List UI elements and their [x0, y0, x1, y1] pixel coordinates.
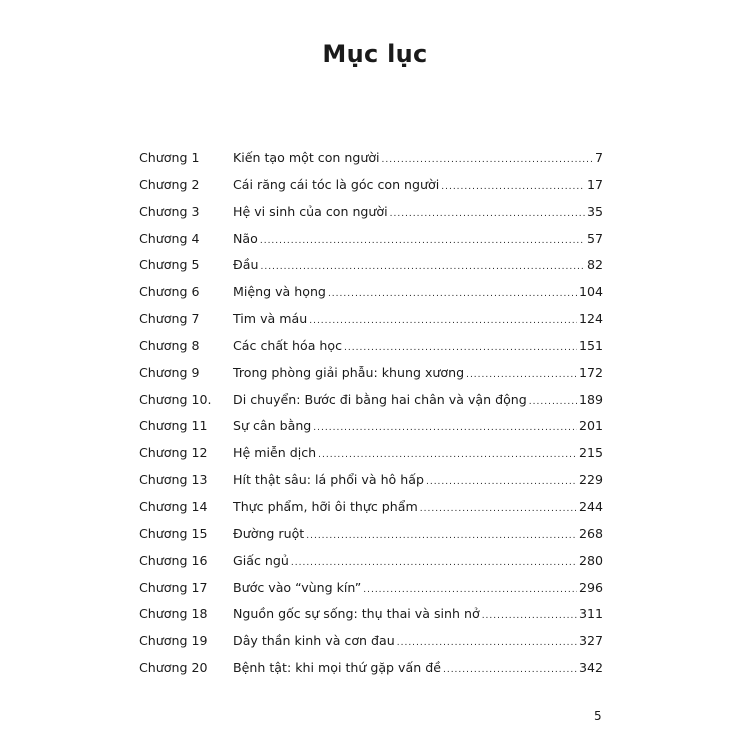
chapter-label: Chương 20 — [139, 660, 208, 676]
chapter-label: Chương 5 — [139, 257, 200, 273]
page-number: 82 — [586, 257, 603, 273]
chapter-title: Các chất hóa học — [233, 337, 343, 353]
chapter-label: Chương 9 — [139, 364, 200, 380]
chapter-label: Chương 19 — [139, 633, 208, 649]
page-title: Mục lục — [322, 40, 428, 68]
page-number: 244 — [578, 498, 603, 514]
toc-entry-12 — [139, 445, 603, 472]
page-number: 17 — [586, 176, 603, 192]
folio-page-number: 5 — [594, 709, 602, 723]
chapter-label: Chương 17 — [139, 579, 208, 595]
dot-leader — [313, 423, 577, 433]
chapter-title: Di chuyển: Bước đi bằng hai chân và vận động — [233, 391, 527, 407]
toc-entry-19 — [139, 633, 603, 660]
dot-leader — [390, 209, 585, 219]
page-number: 327 — [578, 633, 603, 649]
dot-leader — [426, 477, 577, 487]
chapter-label: Chương 2 — [139, 176, 200, 192]
table-of-contents — [139, 150, 603, 687]
chapter-title: Tim và máu — [233, 311, 308, 327]
dot-leader — [328, 289, 577, 299]
page-number: 104 — [578, 284, 603, 300]
toc-entry-5 — [139, 257, 603, 284]
toc-entry-18 — [139, 606, 603, 633]
chapter-title: Miệng và họng — [233, 284, 326, 300]
toc-entry-15 — [139, 526, 603, 553]
dot-leader — [420, 504, 577, 514]
chapter-title: Não — [233, 230, 258, 246]
dot-leader — [443, 665, 577, 675]
dot-leader — [291, 558, 577, 568]
page-number: 201 — [578, 418, 603, 434]
toc-entry-7 — [139, 311, 603, 338]
toc-entry-3 — [139, 204, 603, 231]
dot-leader — [344, 343, 577, 353]
page-number: 172 — [578, 364, 603, 380]
dot-leader — [363, 585, 577, 595]
page-number: 7 — [594, 150, 603, 165]
page-number: 189 — [578, 391, 603, 407]
toc-entry-10 — [139, 392, 603, 419]
dot-leader — [466, 370, 577, 380]
chapter-title: Bước vào “vùng kín” — [233, 579, 362, 595]
page-number: 311 — [578, 606, 603, 622]
chapter-title: Đường ruột — [233, 525, 305, 541]
toc-entry-2 — [139, 177, 603, 204]
toc-entry-8 — [139, 338, 603, 365]
chapter-title: Giấc ngủ — [233, 552, 289, 568]
toc-entry-1 — [139, 150, 603, 177]
chapter-title: Kiến tạo một con người — [233, 150, 380, 165]
chapter-title: Trong phòng giải phẫu: khung xương — [233, 364, 465, 380]
chapter-label: Chương 1 — [139, 150, 200, 165]
chapter-label: Chương 4 — [139, 230, 200, 246]
chapter-title: Bệnh tật: khi mọi thứ gặp vấn đề — [233, 660, 441, 676]
dot-leader — [318, 450, 577, 460]
toc-entry-13 — [139, 472, 603, 499]
chapter-label: Chương 12 — [139, 445, 208, 461]
dot-leader — [441, 182, 585, 192]
page-number: 215 — [578, 445, 603, 461]
chapter-title: Hệ miễn dịch — [233, 445, 317, 461]
dot-leader — [306, 531, 577, 541]
page-number: 124 — [578, 311, 603, 327]
page-number: 296 — [578, 579, 603, 595]
toc-entry-6 — [139, 284, 603, 311]
dot-leader — [397, 638, 577, 648]
chapter-title: Dây thần kinh và cơn đau — [233, 633, 395, 649]
chapter-label: Chương 10. — [139, 391, 212, 407]
chapter-title: Nguồn gốc sự sống: thụ thai và sinh nở — [233, 606, 480, 622]
chapter-label: Chương 3 — [139, 203, 200, 219]
chapter-label: Chương 15 — [139, 525, 208, 541]
page-number: 229 — [578, 472, 603, 488]
page-number: 57 — [586, 230, 603, 246]
toc-entry-14 — [139, 499, 603, 526]
chapter-label: Chương 6 — [139, 284, 200, 300]
dot-leader — [260, 236, 585, 246]
chapter-label: Chương 18 — [139, 606, 208, 622]
chapter-label: Chương 8 — [139, 337, 200, 353]
chapter-label: Chương 11 — [139, 418, 208, 434]
chapter-title: Thực phẩm, hỡi ôi thực phẩm — [233, 498, 418, 514]
chapter-title: Sự cân bằng — [233, 418, 312, 434]
page-number: 268 — [578, 525, 603, 541]
chapter-title: Hít thật sâu: lá phổi và hô hấp — [233, 472, 424, 488]
toc-entry-11 — [139, 418, 603, 445]
dot-leader — [382, 155, 593, 165]
dot-leader — [529, 397, 577, 407]
page-number: 342 — [578, 660, 603, 676]
toc-entry-9 — [139, 365, 603, 392]
page-number: 35 — [586, 203, 603, 219]
dot-leader — [482, 611, 577, 621]
chapter-label: Chương 14 — [139, 498, 208, 514]
dot-leader — [260, 262, 585, 272]
toc-entry-20 — [139, 660, 603, 687]
page-number: 280 — [578, 552, 603, 568]
chapter-title: Đầu — [233, 257, 259, 273]
toc-entry-17 — [139, 580, 603, 607]
chapter-label: Chương 13 — [139, 472, 208, 488]
chapter-label: Chương 16 — [139, 552, 208, 568]
chapter-label: Chương 7 — [139, 311, 200, 327]
chapter-title: Hệ vi sinh của con người — [233, 203, 388, 219]
dot-leader — [309, 316, 577, 326]
toc-entry-16 — [139, 553, 603, 580]
toc-entry-4 — [139, 231, 603, 258]
page-number: 151 — [578, 337, 603, 353]
chapter-title: Cái răng cái tóc là góc con người — [233, 176, 440, 192]
